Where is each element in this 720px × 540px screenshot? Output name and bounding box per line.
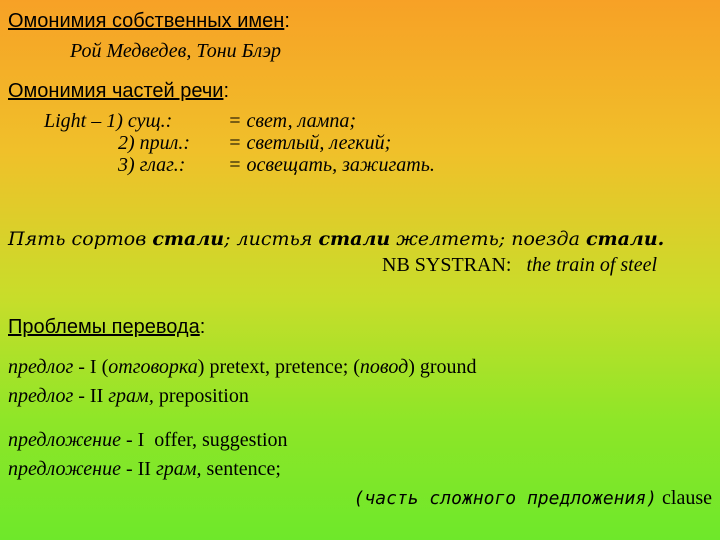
pos-row-1-left: Light – 1) сущ.: [44,110,173,132]
entry-text: sentence; [201,458,281,480]
systran-note [382,254,657,276]
proper-names-example: Рой Медведев, Тони Блэр [70,40,282,62]
nb-label: NB SYSTRAN: [382,254,512,276]
sentence-part: Пять сортов [8,228,153,250]
heading-colon: : [223,80,230,102]
entry-predlozhenie-2 [8,458,281,480]
nb-example: the train of steel [526,254,658,276]
pos-row-3-right: = освещать, зажигать. [228,154,435,176]
entry-term: предложение [8,429,121,451]
entry-note: повод [359,356,409,378]
entry-note: (часть сложного предложения) [353,488,658,509]
heading-parts-of-speech [8,80,229,102]
entry-text: - II [120,458,156,480]
pos-row-2-left: 2) прил.: [118,132,191,154]
pos-row-3-left: 3) глаг.: [118,154,186,176]
entry-predlozhenie-clause [354,487,712,510]
emphasis-word: стали [318,228,391,250]
entry-predlog-1 [8,356,477,378]
emphasis-word: стали [152,228,225,250]
entry-text: - I ( [73,356,109,378]
entry-gram: грам, [108,385,154,407]
entry-term: предложение [8,458,121,480]
entry-text: - II [73,385,109,407]
entry-predlog-2 [8,385,249,407]
sentence-part: желтеть; поезда [390,228,586,250]
heading-parts-of-speech-text: Омонимия частей речи [8,80,224,102]
entry-note: отговорка [108,356,198,378]
entry-text: clause [657,487,712,509]
entry-text: ) pretext, pretence; ( [197,356,360,378]
sentence-part: . [657,228,665,250]
pos-row-1-right: = свет, лампа; [228,110,356,132]
entry-text: preposition [153,385,249,407]
entry-term: предлог [8,356,74,378]
entry-gram: грам, [155,458,202,480]
entry-text: ) ground [408,356,477,378]
emphasis-word: стали [585,228,658,250]
pos-row-2-right: = светлый, легкий; [228,132,392,154]
entry-term: предлог [8,385,74,407]
heading-translation-problems [8,316,205,338]
homonym-example-sentence [8,228,664,250]
sentence-part: ; листья [224,228,319,250]
heading-translation-problems-text: Проблемы перевода [8,316,200,338]
heading-proper-names-text: Омонимия собственных имен [8,10,285,32]
entry-text: - I offer, suggestion [120,429,288,451]
heading-colon: : [199,316,206,338]
entry-predlozhenie-1 [8,429,288,451]
heading-proper-names [8,10,290,32]
heading-colon: : [284,10,290,32]
